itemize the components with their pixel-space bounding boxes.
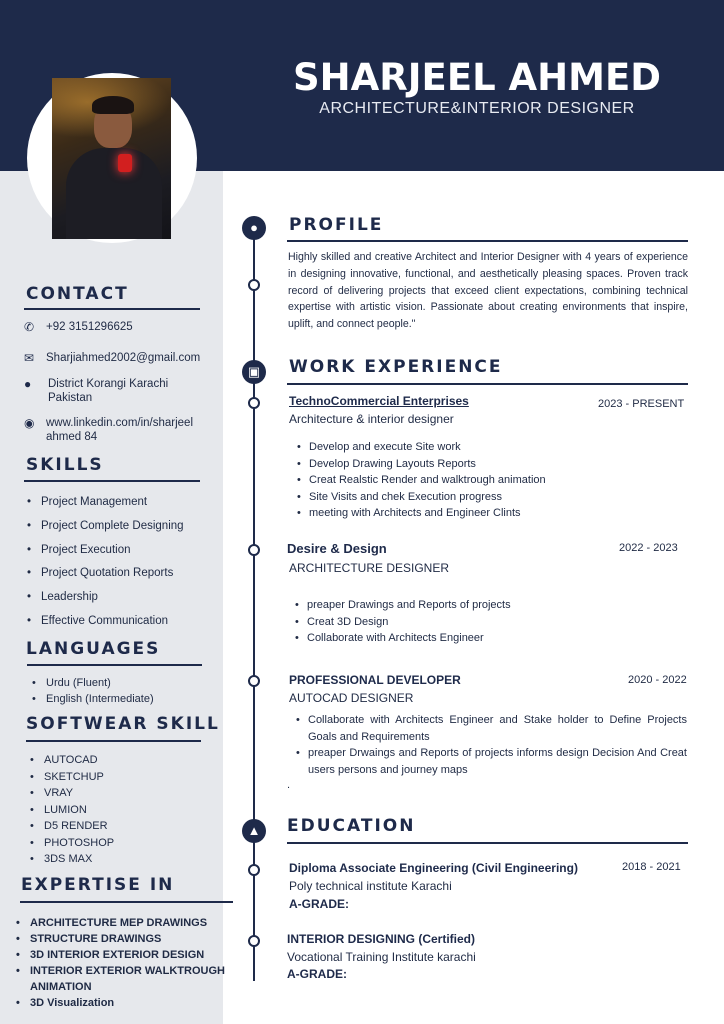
expertise-item: • STRUCTURE DRAWINGS [14,931,226,947]
skill-item: • Project Execution [25,543,220,567]
software-rule [26,740,201,742]
education-degree: INTERIOR DESIGNING (Certified) [287,932,476,946]
job-dates: 2023 - PRESENT [598,398,685,410]
software-item: • AUTOCAD [28,753,218,770]
education-school: Poly technical institute Karachi [289,879,452,893]
trailing-mark: . [287,779,291,791]
phone-icon: ✆ [24,320,35,334]
skill-item: • Effective Communication [25,614,220,638]
job-company: TechnoCommercial Enterprises [289,394,469,408]
mail-icon: ✉ [24,351,35,365]
profile-photo [52,78,171,239]
duty-item: • Site Visits and chek Execution progress [293,489,673,506]
duty-item: • meeting with Architects and Engineer Clints [293,505,673,522]
education-rule [287,842,688,844]
languages-heading: LANGUAGES [26,639,161,659]
duty-item: • Collaborate with Architects Engineer [291,630,671,647]
duty-item: • preaper Drawings and Reports of projects [291,597,671,614]
skills-list [25,495,220,638]
experience-rule [287,383,688,385]
languages-list [30,676,220,708]
expertise-heading: EXPERTISE IN [21,875,175,895]
expertise-item: • 3D Visualization [14,995,226,1011]
timeline-node [248,397,260,409]
expertise-item: • INTERIOR EXTERIOR WALKTROUGH ANIMATION [14,963,226,995]
experience-heading: WORK EXPERIENCE [289,357,503,377]
expertise-item: • 3D INTERIOR EXTERIOR DESIGN [14,947,226,963]
languages-rule [27,664,202,666]
skill-item: • Project Management [25,495,220,519]
job-dates: 2020 - 2022 [628,674,687,686]
profile-heading: PROFILE [289,215,384,235]
timeline-node [248,279,260,291]
globe-icon: ◉ [24,416,35,430]
education-degree: Diploma Associate Engineering (Civil Engineering) [289,861,578,875]
education-school: Vocational Training Institute karachi [287,950,476,964]
graduation-cap-icon: ▲ [242,819,266,843]
software-item: • 3DS MAX [28,852,218,869]
contact-heading: CONTACT [26,284,129,304]
job-duties [293,439,673,522]
expertise-rule [20,901,233,903]
education-grade: A-GRADE: [287,967,347,981]
software-item: • VRAY [28,786,218,803]
software-item: • PHOTOSHOP [28,836,218,853]
profile-summary: Highly skilled and creative Architect and Interior Designer with 4 years of experience in designing innovative, functional, and aesthetically pleasing spaces. Proven track record of delivering projects that exceed client expectations, combining technical expertise with artistic vision. Passionate about creating environments that inspire, uplift, and connect people." [288,251,688,331]
job-role: ARCHITECTURE DESIGNER [289,561,450,575]
skill-item: • Project Quotation Reports [25,566,220,590]
timeline-node [248,935,260,947]
skills-heading: SKILLS [26,455,104,475]
language-item: • Urdu (Fluent) [30,676,220,692]
job-dates: 2022 - 2023 [619,542,678,554]
skill-item: • Leadership [25,590,220,614]
software-list [28,753,218,869]
job-company: Desire & Design [287,541,387,556]
education-heading: EDUCATION [287,816,416,836]
expertise-item: • ARCHITECTURE MEP DRAWINGS [14,915,226,931]
duty-item: • Develop and execute Site work [293,439,673,456]
timeline-node [248,544,260,556]
software-item: • SKETCHUP [28,770,218,787]
duty-item: • preaper Drwaings and Reports of projects informs design Decision And Creat users persons and journey maps [292,745,687,778]
candidate-title: ARCHITECTURE&INTERIOR DESIGNER [319,100,635,117]
skill-item: • Project Complete Designing [25,519,220,543]
software-item: • LUMION [28,803,218,820]
language-item: • English (Intermediate) [30,692,220,708]
timeline-node [248,864,260,876]
duty-item: • Creat Realstic Render and walktrough animation [293,472,673,489]
candidate-name: SHARJEEL AHMED [293,56,661,99]
timeline-node [248,675,260,687]
software-item: • D5 RENDER [28,819,218,836]
education-grade: A-GRADE: [289,897,349,911]
profile-rule [287,240,688,242]
job-duties [292,712,687,778]
duty-item: • Collaborate with Architects Engineer and Stake holder to Define Projects Goals and Requirements [292,712,687,745]
duty-item: • Creat 3D Design [291,614,671,631]
duty-item: • Develop Drawing Layouts Reports [293,456,673,473]
education-dates: 2018 - 2021 [622,861,681,873]
skills-rule [24,480,200,482]
job-role: Architecture & interior designer [289,412,454,426]
contact-rule [24,308,200,310]
job-role: AUTOCAD DESIGNER [289,691,414,705]
software-heading: SOFTWEAR SKILL [26,714,220,734]
job-company: PROFESSIONAL DEVELOPER [289,673,461,687]
briefcase-icon: ▣ [242,360,266,384]
expertise-list [14,915,226,1011]
job-duties [291,597,671,647]
location-pin-icon: ● [24,377,32,391]
user-icon: ● [242,216,266,240]
